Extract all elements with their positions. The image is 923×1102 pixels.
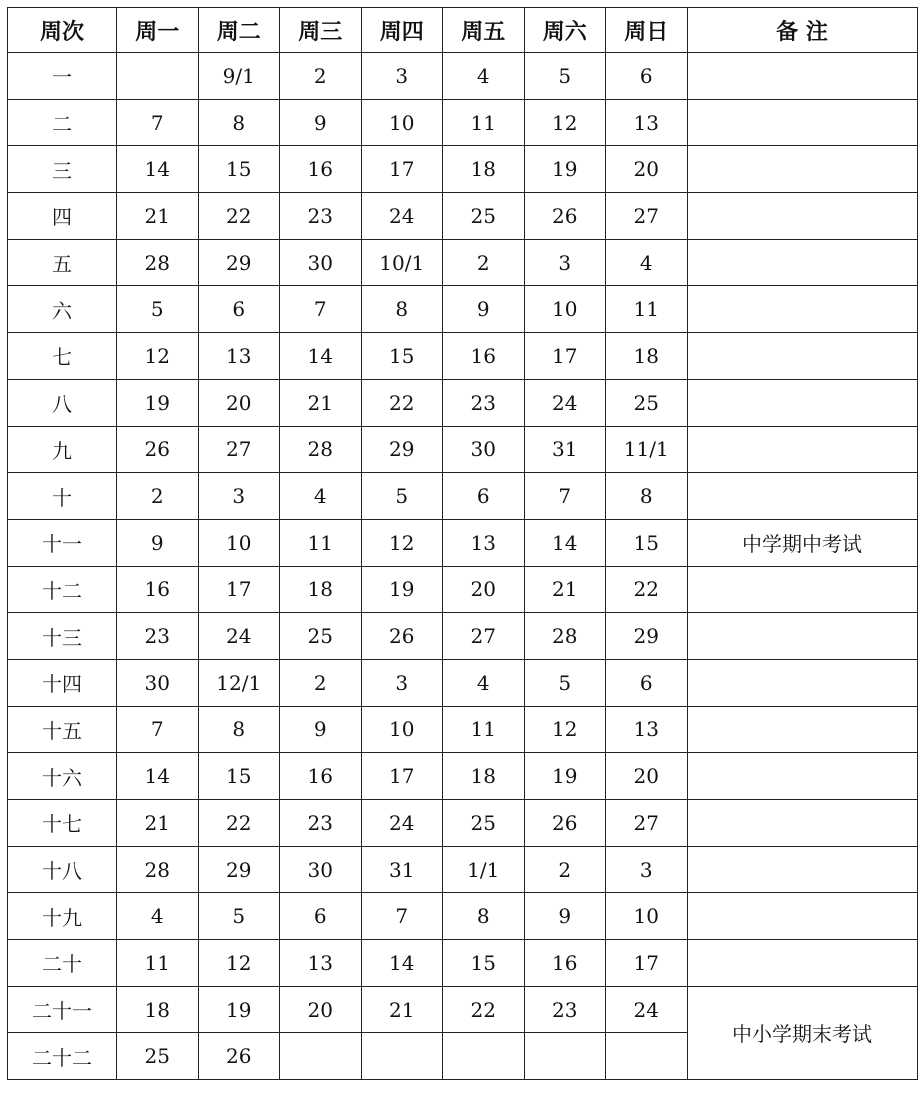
date-cell: 28	[280, 426, 362, 473]
week-number-cell: 二十二	[8, 1033, 117, 1080]
date-cell: 25	[117, 1033, 199, 1080]
week-number-cell: 十九	[8, 893, 117, 940]
date-cell: 15	[361, 333, 443, 380]
week-number-cell: 十三	[8, 613, 117, 660]
week-number-cell: 十	[8, 473, 117, 520]
date-cell: 7	[524, 473, 606, 520]
note-cell	[687, 53, 917, 100]
week-number-cell: 三	[8, 146, 117, 193]
date-cell	[524, 1033, 606, 1080]
date-cell: 18	[280, 566, 362, 613]
date-cell: 16	[117, 566, 199, 613]
date-cell	[280, 1033, 362, 1080]
date-cell: 21	[524, 566, 606, 613]
date-cell: 23	[117, 613, 199, 660]
week-number-cell: 七	[8, 333, 117, 380]
date-cell: 4	[280, 473, 362, 520]
date-cell: 4	[443, 53, 525, 100]
date-cell: 26	[117, 426, 199, 473]
note-cell	[687, 940, 917, 987]
date-cell: 23	[280, 193, 362, 240]
date-cell: 31	[524, 426, 606, 473]
date-cell: 19	[198, 986, 280, 1033]
date-cell: 5	[524, 53, 606, 100]
date-cell: 12	[524, 706, 606, 753]
date-cell: 27	[443, 613, 525, 660]
date-cell: 20	[606, 146, 688, 193]
table-row	[8, 53, 918, 100]
date-cell: 28	[117, 846, 199, 893]
date-cell: 6	[198, 286, 280, 333]
date-cell: 24	[524, 379, 606, 426]
date-cell: 31	[361, 846, 443, 893]
date-cell	[443, 1033, 525, 1080]
week-number-cell: 四	[8, 193, 117, 240]
note-cell	[687, 846, 917, 893]
school-calendar-table	[7, 7, 918, 1080]
date-cell: 22	[198, 800, 280, 847]
date-cell: 21	[117, 800, 199, 847]
date-cell: 8	[361, 286, 443, 333]
week-number-cell: 十四	[8, 659, 117, 706]
date-cell: 2	[443, 239, 525, 286]
table-row	[8, 986, 918, 1033]
table-row	[8, 473, 918, 520]
date-cell: 5	[361, 473, 443, 520]
date-cell: 21	[280, 379, 362, 426]
note-cell	[687, 286, 917, 333]
table-row	[8, 893, 918, 940]
date-cell: 12	[361, 519, 443, 566]
date-cell: 27	[198, 426, 280, 473]
table-row	[8, 706, 918, 753]
date-cell: 23	[280, 800, 362, 847]
header-day: 周日	[606, 8, 688, 53]
date-cell: 2	[280, 53, 362, 100]
date-cell: 9	[443, 286, 525, 333]
date-cell: 14	[524, 519, 606, 566]
date-cell: 11	[606, 286, 688, 333]
week-number-cell: 十五	[8, 706, 117, 753]
date-cell: 17	[524, 333, 606, 380]
date-cell: 15	[198, 753, 280, 800]
table-row	[8, 613, 918, 660]
date-cell: 24	[361, 800, 443, 847]
date-cell: 3	[361, 659, 443, 706]
date-cell: 6	[606, 53, 688, 100]
date-cell: 9/1	[198, 53, 280, 100]
date-cell: 11/1	[606, 426, 688, 473]
date-cell: 27	[606, 800, 688, 847]
date-cell: 3	[198, 473, 280, 520]
date-cell: 30	[117, 659, 199, 706]
date-cell: 20	[280, 986, 362, 1033]
date-cell: 22	[606, 566, 688, 613]
date-cell: 23	[524, 986, 606, 1033]
date-cell: 9	[117, 519, 199, 566]
week-number-cell: 五	[8, 239, 117, 286]
date-cell: 3	[606, 846, 688, 893]
week-number-cell: 二	[8, 99, 117, 146]
note-cell	[687, 473, 917, 520]
date-cell: 12/1	[198, 659, 280, 706]
date-cell: 18	[606, 333, 688, 380]
date-cell: 8	[198, 99, 280, 146]
date-cell	[606, 1033, 688, 1080]
date-cell: 15	[198, 146, 280, 193]
header-day: 周一	[117, 8, 199, 53]
date-cell: 18	[117, 986, 199, 1033]
date-cell: 23	[443, 379, 525, 426]
date-cell: 11	[117, 940, 199, 987]
date-cell: 8	[606, 473, 688, 520]
date-cell: 10	[361, 99, 443, 146]
date-cell: 26	[361, 613, 443, 660]
date-cell: 19	[524, 753, 606, 800]
date-cell: 13	[443, 519, 525, 566]
note-cell: 中学期中考试	[687, 519, 917, 566]
date-cell: 2	[524, 846, 606, 893]
date-cell: 13	[280, 940, 362, 987]
week-number-cell: 十七	[8, 800, 117, 847]
date-cell: 25	[606, 379, 688, 426]
table-row	[8, 193, 918, 240]
table-row	[8, 286, 918, 333]
table-row	[8, 940, 918, 987]
week-number-cell: 十一	[8, 519, 117, 566]
note-cell	[687, 613, 917, 660]
header-day: 周二	[198, 8, 280, 53]
date-cell: 11	[443, 99, 525, 146]
date-cell	[361, 1033, 443, 1080]
header-day: 周五	[443, 8, 525, 53]
date-cell: 24	[198, 613, 280, 660]
week-number-cell: 十二	[8, 566, 117, 613]
date-cell: 20	[198, 379, 280, 426]
table-row	[8, 379, 918, 426]
date-cell: 5	[117, 286, 199, 333]
date-cell: 5	[524, 659, 606, 706]
table-row	[8, 753, 918, 800]
note-cell	[687, 379, 917, 426]
table-row	[8, 426, 918, 473]
date-cell: 10	[361, 706, 443, 753]
note-cell	[687, 99, 917, 146]
date-cell: 11	[443, 706, 525, 753]
date-cell: 6	[280, 893, 362, 940]
date-cell: 18	[443, 146, 525, 193]
date-cell: 30	[280, 846, 362, 893]
date-cell: 29	[198, 239, 280, 286]
week-number-cell: 九	[8, 426, 117, 473]
date-cell: 22	[361, 379, 443, 426]
date-cell: 16	[280, 753, 362, 800]
date-cell: 1/1	[443, 846, 525, 893]
date-cell: 16	[280, 146, 362, 193]
date-cell: 17	[361, 146, 443, 193]
date-cell: 12	[198, 940, 280, 987]
date-cell: 16	[524, 940, 606, 987]
date-cell: 25	[280, 613, 362, 660]
date-cell: 13	[198, 333, 280, 380]
week-number-cell: 八	[8, 379, 117, 426]
date-cell: 2	[280, 659, 362, 706]
date-cell: 15	[443, 940, 525, 987]
date-cell: 21	[117, 193, 199, 240]
date-cell: 6	[606, 659, 688, 706]
date-cell: 29	[606, 613, 688, 660]
date-cell: 24	[361, 193, 443, 240]
date-cell: 7	[117, 706, 199, 753]
header-row	[8, 8, 918, 53]
date-cell: 7	[117, 99, 199, 146]
note-cell	[687, 893, 917, 940]
week-number-cell: 十八	[8, 846, 117, 893]
table-row	[8, 239, 918, 286]
date-cell: 11	[280, 519, 362, 566]
header-day: 周三	[280, 8, 362, 53]
date-cell: 21	[361, 986, 443, 1033]
date-cell: 17	[606, 940, 688, 987]
note-cell	[687, 333, 917, 380]
date-cell: 4	[443, 659, 525, 706]
note-cell	[687, 193, 917, 240]
date-cell: 30	[443, 426, 525, 473]
date-cell: 19	[361, 566, 443, 613]
note-cell	[687, 146, 917, 193]
header-note: 备 注	[687, 8, 917, 53]
header-day: 周六	[524, 8, 606, 53]
note-cell	[687, 239, 917, 286]
date-cell: 8	[443, 893, 525, 940]
note-cell	[687, 426, 917, 473]
note-cell	[687, 706, 917, 753]
table-row	[8, 566, 918, 613]
note-cell	[687, 800, 917, 847]
date-cell: 2	[117, 473, 199, 520]
header-day: 周四	[361, 8, 443, 53]
date-cell: 14	[117, 146, 199, 193]
date-cell	[117, 53, 199, 100]
date-cell: 15	[606, 519, 688, 566]
date-cell: 26	[524, 800, 606, 847]
date-cell: 9	[280, 706, 362, 753]
date-cell: 3	[361, 53, 443, 100]
date-cell: 28	[524, 613, 606, 660]
date-cell: 4	[606, 239, 688, 286]
note-cell	[687, 753, 917, 800]
date-cell: 17	[361, 753, 443, 800]
date-cell: 14	[280, 333, 362, 380]
date-cell: 14	[361, 940, 443, 987]
date-cell: 28	[117, 239, 199, 286]
date-cell: 19	[117, 379, 199, 426]
note-cell	[687, 659, 917, 706]
table-row	[8, 659, 918, 706]
date-cell: 26	[198, 1033, 280, 1080]
table-row	[8, 99, 918, 146]
date-cell: 17	[198, 566, 280, 613]
note-cell	[687, 566, 917, 613]
date-cell: 6	[443, 473, 525, 520]
week-number-cell: 二十	[8, 940, 117, 987]
header-week: 周次	[8, 8, 117, 53]
date-cell: 10	[198, 519, 280, 566]
date-cell: 22	[198, 193, 280, 240]
date-cell: 5	[198, 893, 280, 940]
date-cell: 22	[443, 986, 525, 1033]
date-cell: 7	[280, 286, 362, 333]
date-cell: 10	[524, 286, 606, 333]
date-cell: 12	[117, 333, 199, 380]
note-cell: 中小学期末考试	[687, 986, 917, 1079]
date-cell: 20	[443, 566, 525, 613]
date-cell: 9	[524, 893, 606, 940]
table-row	[8, 800, 918, 847]
table-row	[8, 846, 918, 893]
date-cell: 12	[524, 99, 606, 146]
date-cell: 25	[443, 193, 525, 240]
table-row	[8, 146, 918, 193]
date-cell: 3	[524, 239, 606, 286]
date-cell: 9	[280, 99, 362, 146]
date-cell: 10	[606, 893, 688, 940]
date-cell: 4	[117, 893, 199, 940]
date-cell: 19	[524, 146, 606, 193]
week-number-cell: 六	[8, 286, 117, 333]
date-cell: 26	[524, 193, 606, 240]
table-row	[8, 333, 918, 380]
date-cell: 29	[361, 426, 443, 473]
date-cell: 14	[117, 753, 199, 800]
date-cell: 8	[198, 706, 280, 753]
date-cell: 10/1	[361, 239, 443, 286]
week-number-cell: 二十一	[8, 986, 117, 1033]
date-cell: 30	[280, 239, 362, 286]
week-number-cell: 一	[8, 53, 117, 100]
date-cell: 13	[606, 706, 688, 753]
date-cell: 7	[361, 893, 443, 940]
table-row	[8, 519, 918, 566]
date-cell: 27	[606, 193, 688, 240]
date-cell: 20	[606, 753, 688, 800]
date-cell: 25	[443, 800, 525, 847]
date-cell: 18	[443, 753, 525, 800]
week-number-cell: 十六	[8, 753, 117, 800]
date-cell: 16	[443, 333, 525, 380]
date-cell: 13	[606, 99, 688, 146]
date-cell: 24	[606, 986, 688, 1033]
calendar-body	[8, 53, 918, 1080]
date-cell: 29	[198, 846, 280, 893]
